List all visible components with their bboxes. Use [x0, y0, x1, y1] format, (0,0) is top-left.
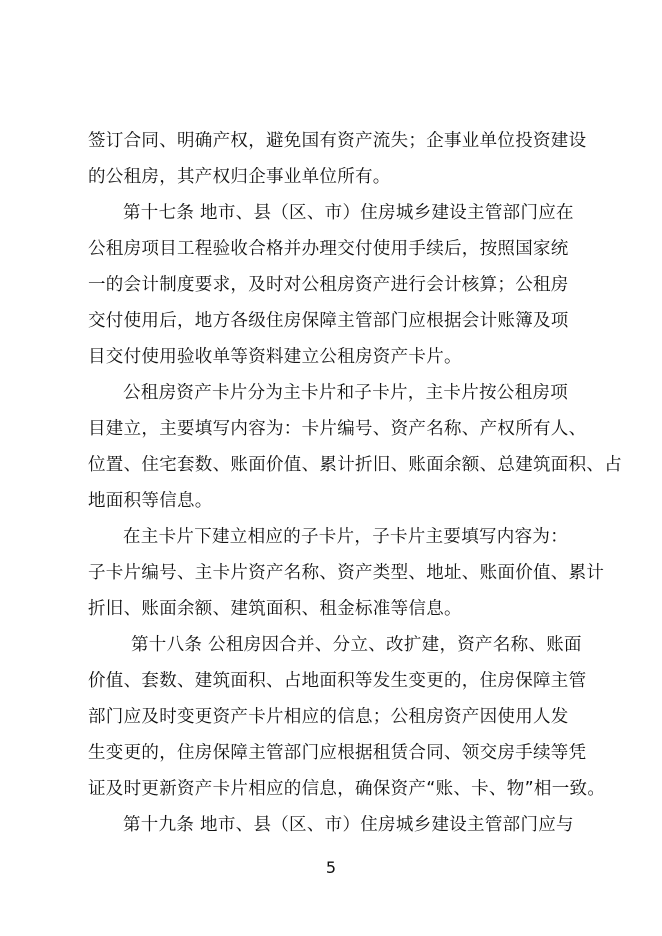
text-line-16: 价值、套数、建筑面积、占地面积等发生变更的，住房保障主管	[88, 671, 587, 691]
text-line-2: 的公租房，其产权归企事业单位所有。	[88, 167, 391, 187]
article-18-heading-line: 第十八条 公租房因合并、分立、改扩建，资产名称、账面	[131, 635, 582, 655]
article-19-heading-line: 第十九条 地市、县（区、市）住房城乡建设主管部门应与	[123, 815, 574, 835]
text-line-19: 证及时更新资产卡片相应的信息，确保资产“账、卡、物”相一致。	[88, 779, 606, 799]
text-line-1: 签订合同、明确产权，避免国有资产流失；企事业单位投资建设	[88, 131, 587, 151]
paragraph-start-line: 在主卡片下建立相应的子卡片，子卡片主要填写内容为：	[123, 527, 568, 547]
text-line-13: 子卡片编号、主卡片资产名称、资产类型、地址、账面价值、累计	[88, 563, 605, 583]
text-line-10: 位置、住宅套数、账面价值、累计折旧、账面余额、总建筑面积、占	[88, 455, 622, 475]
text-line-6: 交付使用后，地方各级住房保障主管部门应根据会计账簿及项	[88, 311, 569, 331]
text-line-7: 目交付使用验收单等资料建立公租房资产卡片。	[88, 347, 462, 367]
text-line-11: 地面积等信息。	[88, 491, 213, 511]
text-line-9: 目建立，主要填写内容为：卡片编号、资产名称、产权所有人、	[88, 419, 587, 439]
text-line-5: 一的会计制度要求，及时对公租房资产进行会计核算；公租房	[88, 275, 569, 295]
paragraph-start-line: 公租房资产卡片分为主卡片和子卡片，主卡片按公租房项	[123, 383, 568, 403]
text-line-17: 部门应及时变更资产卡片相应的信息；公租房资产因使用人发	[88, 707, 569, 727]
text-line-18: 生变更的，住房保障主管部门应根据租赁合同、领交房手续等凭	[88, 743, 587, 763]
text-line-4: 公租房项目工程验收合格并办理交付使用手续后，按照国家统	[88, 239, 569, 259]
page-number: 5	[325, 858, 337, 877]
text-line-14: 折旧、账面余额、建筑面积、租金标准等信息。	[88, 599, 462, 619]
article-17-heading-line: 第十七条 地市、县（区、市）住房城乡建设主管部门应在	[123, 203, 574, 223]
